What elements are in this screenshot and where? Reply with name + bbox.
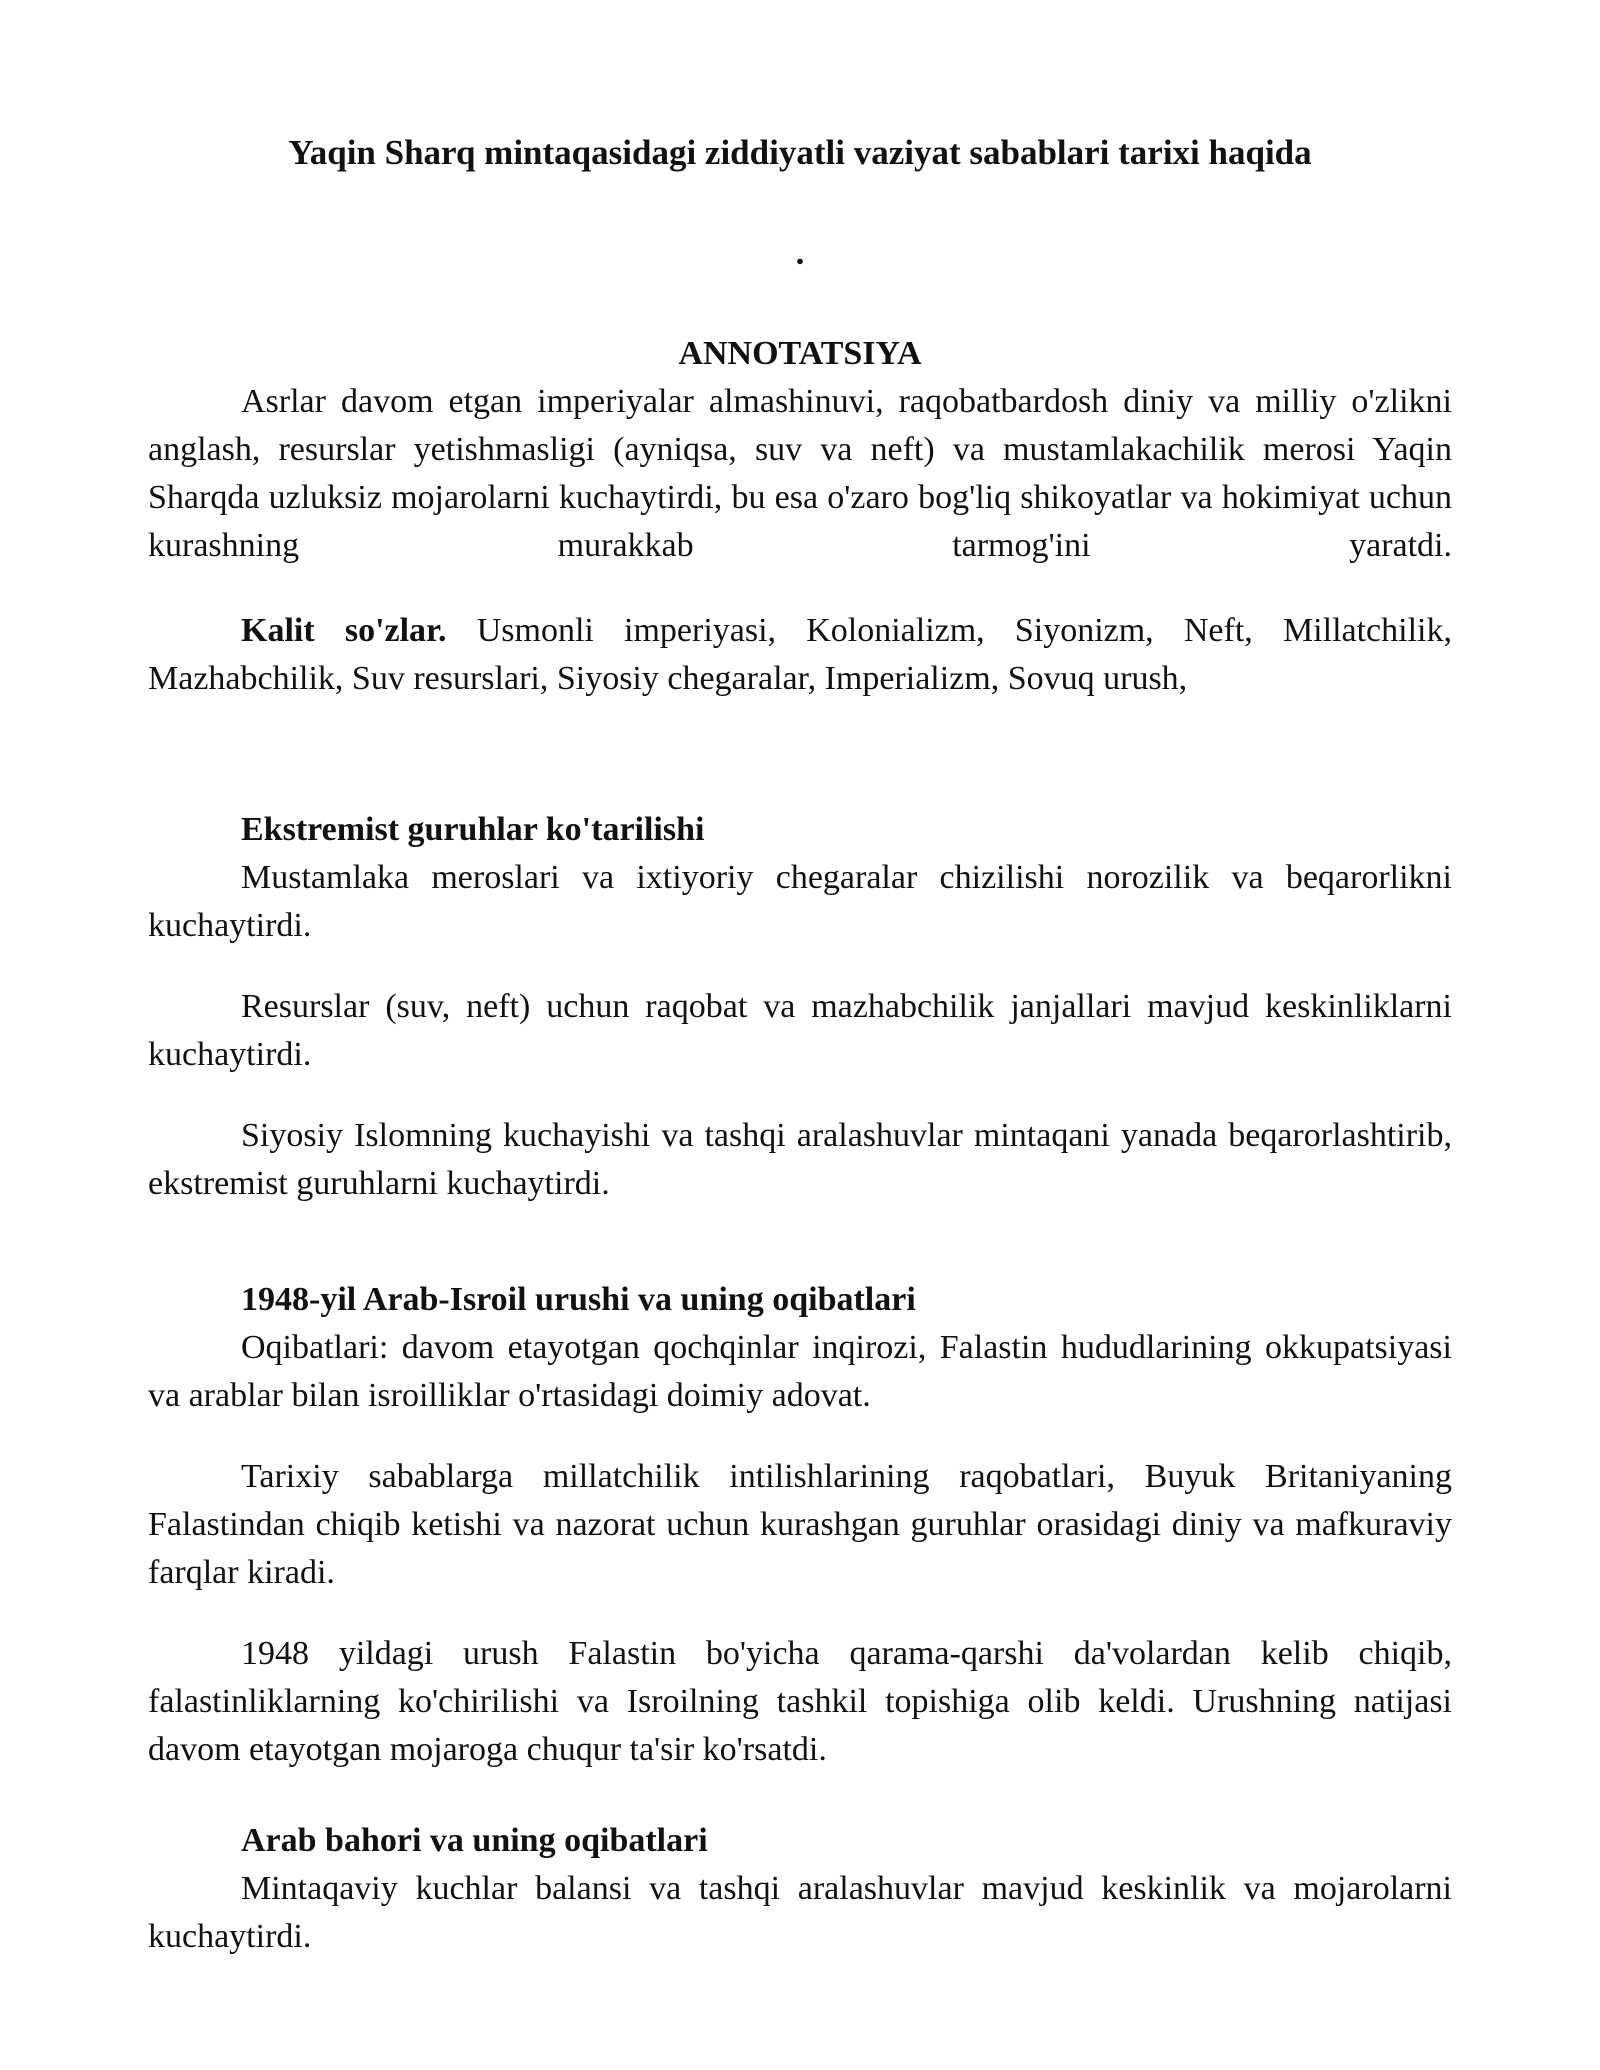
section-paragraph: Oqibatlari: davom etayotgan qochqinlar inqirozi, Falastin hududlarining okkupatsiyasi va arablar bilan isroilliklar o'rtasidagi doimiy adovat. <box>148 1329 1452 1414</box>
annotation-heading: ANNOTATSIYA <box>678 335 922 372</box>
section-arab-spring <box>148 1817 1452 1961</box>
section-paragraph: Tarixiy sabablarga millatchilik intilishlarining raqobatlari, Buyuk Britaniyaning Falastindan chiqib ketishi va nazorat uchun kurashgan guruhlar orasidagi diniy va mafkuraviy farqlar kiradi. <box>148 1458 1452 1591</box>
section-heading: Ekstremist guruhlar ko'tarilishi <box>241 811 705 848</box>
section-paragraph: Siyosiy Islomning kuchayishi va tashqi aralashuvlar mintaqani yanada beqarorlashtirib, ekstremist guruhlarni kuchaytirdi. <box>148 1117 1452 1202</box>
section-1948-war <box>148 1276 1452 1774</box>
section-heading: 1948-yil Arab-Isroil urushi va uning oqibatlari <box>241 1281 916 1318</box>
annotation-paragraph: Asrlar davom etgan imperiyalar almashinuvi, raqobatbardosh diniy va milliy o'zlikni anglash, resurslar yetishmasligi (ayniqsa, suv va neft) va mustamlakachilik merosi Yaqin Sharqda uzluksiz mojarolarni kuchaytirdi, bu esa o'zaro bog'liq shikoyatlar va hokimiyat uchun kurashning murakkab tarmog'ini yaratdi. <box>148 383 1452 564</box>
title-dot: . <box>795 233 805 272</box>
section-paragraph: Mustamlaka meroslari va ixtiyoriy chegaralar chizilishi norozilik va beqarorlikni kuchaytirdi. <box>148 859 1452 944</box>
section-heading: Arab bahori va uning oqibatlari <box>241 1822 708 1859</box>
keywords-label: Kalit so'zlar. <box>241 612 447 649</box>
annotation-block <box>148 378 1452 570</box>
document-title: Yaqin Sharq mintaqasidagi ziddiyatli vaziyat sabablari tarixi haqida <box>288 133 1312 172</box>
keywords-block <box>148 607 1452 703</box>
section-extremist-groups <box>148 806 1452 1208</box>
keywords-paragraph <box>148 607 1452 703</box>
section-paragraph: Mintaqaviy kuchlar balansi va tashqi aralashuvlar mavjud keskinlik va mojarolarni kuchaytirdi. <box>148 1870 1452 1955</box>
section-paragraph: Resurslar (suv, neft) uchun raqobat va mazhabchilik janjallari mavjud keskinliklarni kuchaytirdi. <box>148 988 1452 1073</box>
section-paragraph: 1948 yildagi urush Falastin bo'yicha qarama-qarshi da'volardan kelib chiqib, falastinliklarning ko'chirilishi va Isroilning tashkil topishiga olib keldi. Urushning natijasi davom etayotgan mojaroga chuqur ta'sir ko'rsatdi. <box>148 1635 1452 1768</box>
keywords-text: Usmonli imperiyasi, Kolonializm, Siyonizm, Neft, Millatchilik, Mazhabchilik, Suv resurslari, Siyosiy chegaralar, Imperializm, Sovuq urush, <box>148 612 1452 697</box>
